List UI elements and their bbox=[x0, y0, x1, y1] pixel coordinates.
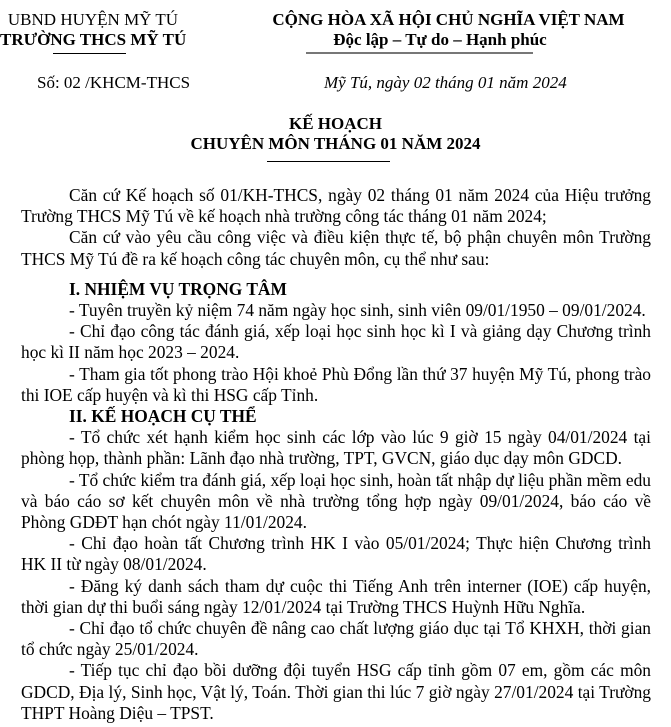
section-item: - Tuyên truyền kỷ niệm 74 năm ngày học sinh, sinh viên 09/01/1950 – 09/01/2024. bbox=[69, 300, 646, 321]
title-underline bbox=[267, 161, 390, 162]
document-title: KẾ HOẠCH bbox=[288, 114, 383, 133]
national-motto: Độc lập – Tự do – Hạnh phúc bbox=[333, 30, 547, 49]
section-heading: I. NHIỆM VỤ TRỌNG TÂM bbox=[69, 278, 287, 299]
section-item: - Tiếp tục chỉ đạo bồi dưỡng đội tuyển HSG cấp tỉnh gồm 07 em, gồm các môn GDCD, Địa lý, Sinh học, Vật lý, Toán. Thời gian thi lúc 7 giờ ngày 27/01/2024 tại Trường THPT Hoàng Diệu – TPST. bbox=[21, 660, 651, 723]
document-subtitle: CHUYÊN MÔN THÁNG 01 NĂM 2024 bbox=[190, 134, 481, 153]
place-date: Mỹ Tú, ngày 02 tháng 01 năm 2024 bbox=[324, 73, 567, 92]
section-item: - Đăng ký danh sách tham dự cuộc thi Tiếng Anh trên interner (IOE) cấp huyện, thời gian dự thi buổi sáng ngày 12/01/2024 tại Trường THCS Huỳnh Hữu Nghĩa. bbox=[21, 575, 651, 617]
section-heading: II. KẾ HOẠCH CỤ THỂ bbox=[69, 406, 257, 427]
section-item: - Chỉ đạo hoàn tất Chương trình HK I vào 05/01/2024; Thực hiện Chương trình HK II từ ngày 08/01/2024. bbox=[21, 533, 651, 575]
school-name: TRƯỜNG THCS MỸ TÚ bbox=[0, 30, 187, 49]
agency-name: UBND HUYỆN MỸ TÚ bbox=[7, 10, 179, 29]
document-number: Số: 02 /KHCM-THCS bbox=[37, 73, 191, 92]
section-item: - Chỉ đạo công tác đánh giá, xếp loại học sinh học kì I và giảng dạy Chương trình học kì II năm học 2023 – 2024. bbox=[21, 321, 651, 363]
section-item: - Tổ chức kiểm tra đánh giá, xếp loại học sinh, hoàn tất nhập dự liệu phần mềm edu và báo cáo sơ kết chuyên môn về nhà trường tổng hợp ngày 09/01/2024, báo cáo về Phòng GDĐT hạn chót ngày 11/01/2024. bbox=[21, 469, 651, 533]
national-motto-underline bbox=[306, 52, 533, 54]
preamble-paragraph: Căn cứ Kế hoạch số 01/KH-THCS, ngày 02 tháng 01 năm 2024 của Hiệu trưởng Trường THCS Mỹ Tú về kế hoạch nhà trường công tác tháng 01 năm 2024; bbox=[21, 185, 651, 227]
section-item: - Chỉ đạo tổ chức chuyên đề nâng cao chất lượng giáo dục tại Tổ KHXH, thời gian tổ chức ngày 25/01/2024. bbox=[21, 618, 651, 660]
preamble-paragraph: Căn cứ vào yêu cầu công việc và điều kiện thực tế, bộ phận chuyên môn Trường THCS Mỹ Tú đề ra kế hoạch công tác chuyên môn, cụ thể như sau: bbox=[21, 227, 651, 269]
school-name-underline bbox=[53, 53, 126, 54]
document-body bbox=[21, 185, 651, 724]
section-item: - Tham gia tốt phong trào Hội khoẻ Phù Đổng lần thứ 37 huyện Mỹ Tú, phong trào thi IOE cấp huyện và kì thi HSG cấp Tỉnh. bbox=[21, 363, 651, 405]
national-title: CỘNG HÒA XÃ HỘI CHỦ NGHĨA VIỆT NAM bbox=[272, 10, 625, 29]
section-item: - Tổ chức xét hạnh kiểm học sinh các lớp vào lúc 9 giờ 15 ngày 04/01/2024 tại phòng họp, thành phần: Lãnh đạo nhà trường, TPT, GVCN, giáo dục dạy môn GDCD. bbox=[21, 427, 651, 469]
